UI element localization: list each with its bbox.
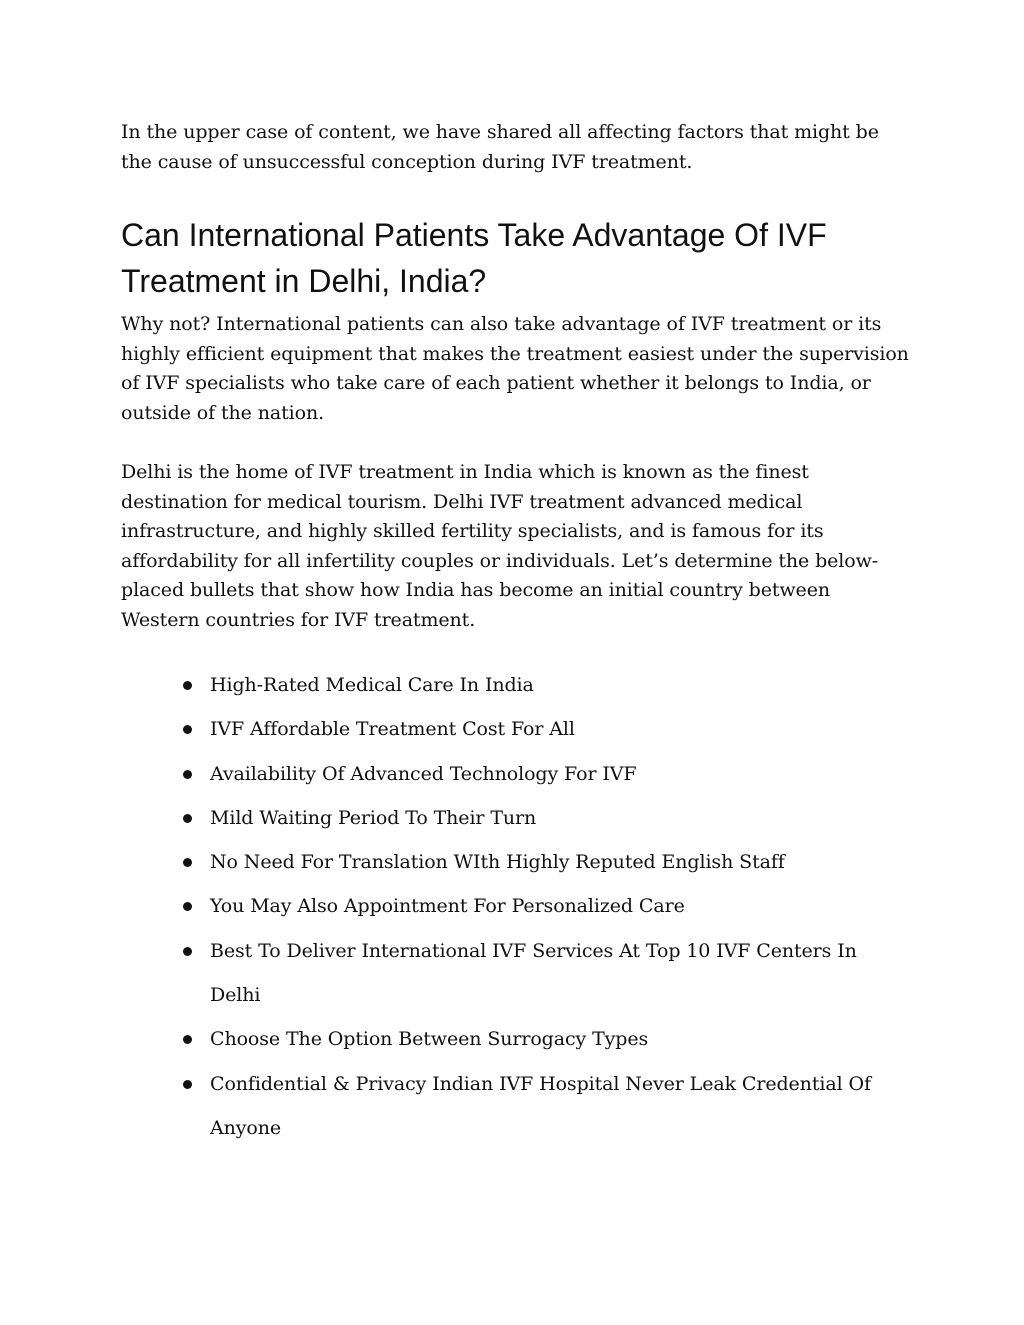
list-item-text: High-Rated Medical Care In India bbox=[210, 674, 534, 696]
bullet-icon bbox=[183, 681, 192, 690]
bullet-icon bbox=[183, 1035, 192, 1044]
bullet-icon bbox=[183, 725, 192, 734]
list-item-text: You May Also Appointment For Personalized Care bbox=[210, 895, 685, 918]
list-item bbox=[121, 663, 911, 707]
list-item bbox=[121, 1062, 911, 1151]
list-item-text: No Need For Translation WIth Highly Reputed English Staff bbox=[210, 851, 785, 874]
list-item bbox=[121, 707, 911, 751]
bullet-icon bbox=[183, 947, 192, 956]
section-heading: Can International Patients Take Advantage Of IVF Treatment in Delhi, India? bbox=[121, 217, 827, 299]
benefits-list bbox=[121, 663, 911, 1150]
list-item bbox=[121, 840, 911, 884]
bullet-icon bbox=[183, 858, 192, 867]
list-item-text: Confidential & Privacy Indian IVF Hospital Never Leak Credential Of Anyone bbox=[210, 1072, 871, 1139]
list-item-text: IVF Affordable Treatment Cost For All bbox=[210, 718, 575, 741]
list-item bbox=[121, 884, 911, 928]
list-item bbox=[121, 796, 911, 840]
bullet-icon bbox=[183, 814, 192, 823]
bullet-icon bbox=[183, 902, 192, 911]
list-item-text: Availability Of Advanced Technology For IVF bbox=[210, 762, 637, 785]
list-item bbox=[121, 1017, 911, 1061]
list-item-text: Choose The Option Between Surrogacy Types bbox=[210, 1028, 649, 1051]
bullet-icon bbox=[183, 1080, 192, 1089]
intro-paragraph: In the upper case of content, we have shared all affecting factors that might be the cause of unsuccessful conception during IVF treatment. bbox=[121, 121, 879, 173]
bullet-icon bbox=[183, 770, 192, 779]
list-item-text: Mild Waiting Period To Their Turn bbox=[210, 806, 537, 829]
list-item bbox=[121, 929, 911, 1018]
body-paragraph-2: Delhi is the home of IVF treatment in India which is known as the finest destination for medical tourism. Delhi IVF treatment advanced medical infrastructure, and highly skilled fertility specialists, and is famous for its affordability for all infertility couples or individuals. Let’s determine the below-placed bullets that show how India has become an initial country between Western countries for IVF treatment. bbox=[121, 461, 879, 631]
list-item-text: Best To Deliver International IVF Services At Top 10 IVF Centers In Delhi bbox=[210, 939, 857, 1007]
list-item bbox=[121, 752, 911, 796]
body-paragraph-1: Why not? International patients can also take advantage of IVF treatment or its highly efficient equipment that makes the treatment easiest under the supervision of IVF specialists who take care of each patient whether it belongs to India, or outside of the nation. bbox=[121, 313, 909, 424]
